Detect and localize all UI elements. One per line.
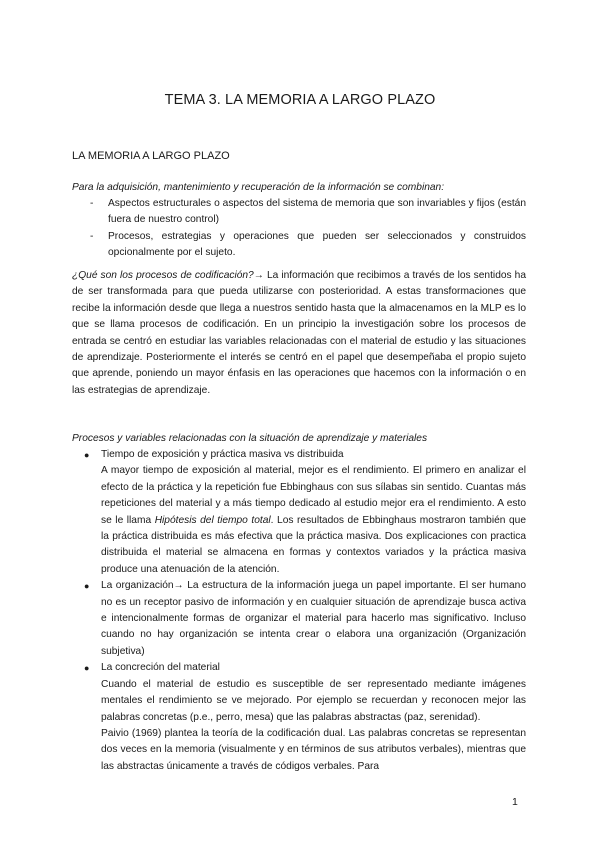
bullet-text: . Los resultados de Ebbinghaus mostraron también que la práctica distribuida es más efectiva que la práctica masiva. Dos explicaciones con practica distribuida el material se almacena en formas y contextos variados y la práctica masiva produce una atenuación de la atención.: [101, 514, 526, 575]
dash-list-item: [90, 229, 526, 262]
bullet-item-organizacion: [84, 578, 526, 660]
bullet-marker: ●: [84, 663, 90, 674]
dash-marker: -: [90, 198, 94, 209]
section-heading: LA MEMORIA A LARGO PLAZO: [72, 150, 230, 162]
bullet-body: [101, 463, 526, 578]
dash-list-item: [90, 196, 526, 229]
procesos-heading: Procesos y variables relacionadas con la situación de aprendizaje y materiales: [72, 433, 428, 444]
dash-item-text: Procesos, estrategias y operaciones que pueden ser seleccionados y construidos opcionalmente por el sujeto.: [108, 230, 526, 259]
bullet-body: Paivio (1969) plantea la teoría de la codificación dual. Las palabras concretas se representan dos veces en la memoria (visualmente y en términos de sus atributos verbales), mientras que las abstractas únicamente a través de códigos verbales. Para: [101, 727, 526, 772]
codification-text: La información que recibimos a través de los sentidos ha de ser transformada para que pueda utilizarse con posterioridad. A estas transformaciones que recibe la información desde que llega a nuestros sentido hasta que la almacenamos en la MLP es lo que se llama procesos de codificación. En un principio la investigación sobre los procesos de entrada se centró en estudiar las variables relacionadas con el material de estudio y las situaciones de aprendizaje. Posteriormente el interés se centró en el papel que desempeñaba el propio sujeto que aprende, poniendo un mayor énfasis en las operaciones que hacemos con la información o en las estrategias de aprendizaje.: [72, 270, 526, 396]
bullet-body: Cuando el material de estudio es susceptible de ser representado mediante imágenes mentales el rendimiento se ve mejorado. Por ejemplo se recuerdan y reconocen mejor las palabras concretas (p.e., perro, mesa) que las palabras abstractas (paz, serenidad).: [101, 678, 526, 723]
dash-item-text: Aspectos estructurales o aspectos del sistema de memoria que son invariables y fijos (están fuera de nuestro control): [108, 198, 526, 226]
bullet-title: La concreción del material: [101, 662, 220, 674]
bullet-body: La organización→ La estructura de la información juega un papel importante. El ser humano no es un receptor pasivo de información y en cualquier situación de aprendizaje busca activa e intencionalmente formas de organizar el material para hacerlo mas significativo. Incluso cuando no hay organización se intenta crear o elabora una organización (Organización subjetiva): [101, 580, 526, 657]
hipotesis-italic: Hipótesis del tiempo total: [154, 514, 271, 526]
bullet-item-concrecion: [84, 660, 526, 775]
codification-question: ¿Qué son los procesos de codificación?→: [72, 270, 264, 281]
bullet-marker: ●: [84, 450, 90, 460]
codification-paragraph: [72, 268, 526, 399]
bullet-item-tiempo: [84, 447, 526, 578]
dash-marker: -: [90, 230, 94, 242]
bullet-title: Tiempo de exposición y práctica masiva vs distribuida: [101, 449, 344, 460]
bullet-text: A mayor tiempo de exposición al material, mejor es el rendimiento. El primero en analizar el efecto de la práctica y la repetición fue Ebbinghaus con sus sílabas sin sentido. Cuantas más repeticiones del material y a más tiempo dedicado al estudio mejor era el rendimiento. A esto se le llama: [101, 465, 526, 526]
bullet-list: [84, 447, 526, 775]
bullet-marker: ●: [84, 581, 90, 592]
page-title: TEMA 3. LA MEMORIA A LARGO PLAZO: [164, 92, 436, 108]
dash-list: [90, 196, 526, 262]
page-number: 1: [512, 796, 518, 808]
intro-paragraph: Para la adquisición, mantenimiento y recuperación de la información se combinan:: [72, 182, 445, 193]
